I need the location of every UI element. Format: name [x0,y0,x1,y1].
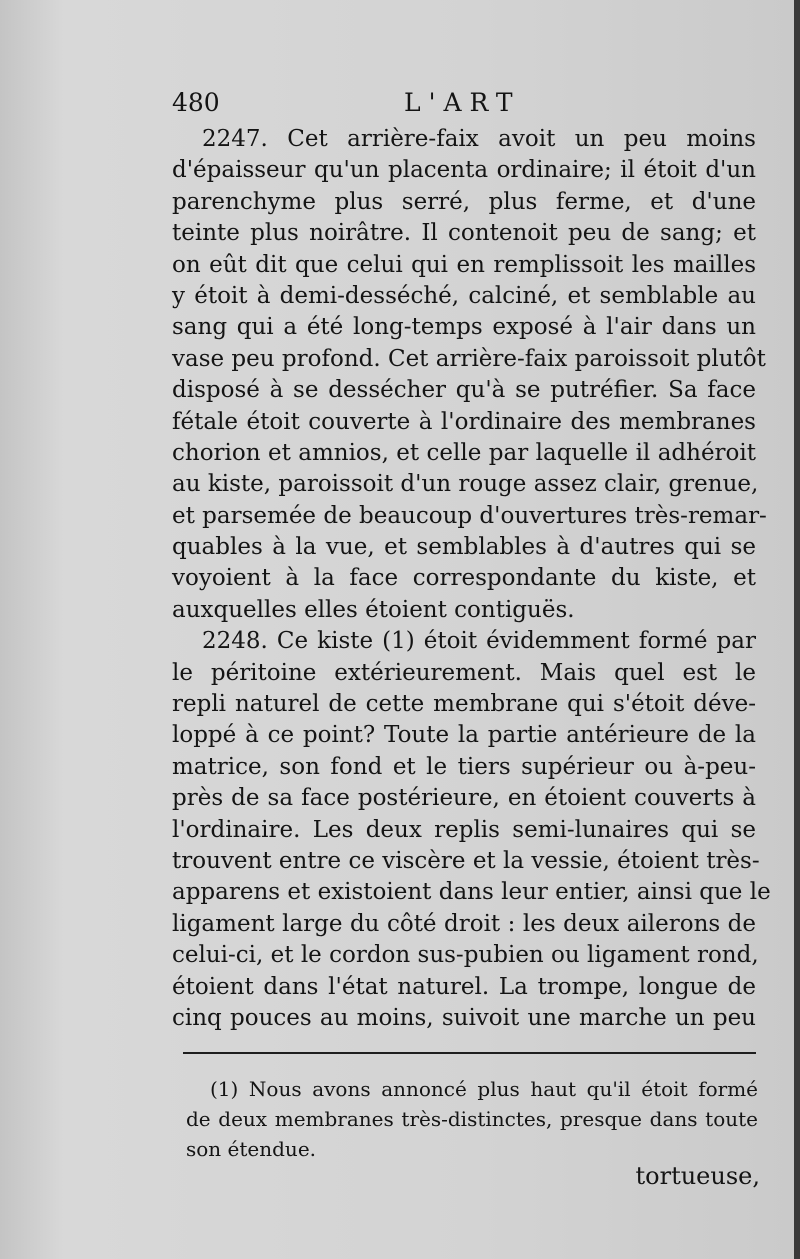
paragraph-2247-line: 2247. Cet arrière-faix avoit un peu moins [202,126,756,152]
catchword: tortueuse, [635,1162,760,1190]
body-line: apparens et existoient dans leur entier, ainsi que le [172,879,771,906]
body-line: le péritoine extérieurement. Mais quel est le [172,659,756,686]
body-line: loppé à ce point? Toute la partie antérieure de la [172,722,756,749]
body-line: sang qui a été long-temps exposé à l'air dans un [172,314,756,341]
body-line: voyoient à la face correspondante du kiste, et [172,565,756,592]
footnote-line: (1) Nous avons annoncé plus haut qu'il étoit formé [210,1077,758,1101]
body-line: et parsemée de beaucoup d'ouvertures très-remar- [172,502,767,529]
body-line: d'épaisseur qu'un placenta ordinaire; il étoit d'un [172,157,756,184]
body-line: près de sa face postérieure, en étoient couverts à [172,785,756,812]
running-title: L'ART [404,88,521,117]
page-header [172,88,712,124]
body-line: étoient dans l'état naturel. La trompe, longue de [172,973,756,1000]
body-line: on eût dit que celui qui en remplissoit les mailles [172,251,756,278]
footnote-line: de deux membranes très-distinctes, presque dans toute [186,1107,758,1131]
body-line: vase peu profond. Cet arrière-faix paroissoit plutôt [172,345,766,372]
body-line: celui-ci, et le cordon sus-pubien ou ligament rond, [172,942,759,969]
body-line: trouvent entre ce viscère et la vessie, étoient très- [172,847,760,874]
footnote-line: son étendue. [186,1137,317,1161]
body-line: cinq pouces au moins, suivoit une marche un peu [172,1004,756,1031]
footnote-separator [183,1052,756,1054]
book-gutter-edge [794,0,800,1259]
body-line: disposé à se dessécher qu'à se putréfier. Sa face [172,377,756,404]
footnotes [186,1074,758,1164]
body-line: ligament large du côté droit : les deux ailerons de [172,910,756,937]
body-line: matrice, son fond et le tiers supérieur ou à-peu- [172,753,756,780]
body-line: fétale étoit couverte à l'ordinaire des membranes [172,408,756,435]
body-line: au kiste, paroissoit d'un rouge assez clair, grenue, [172,471,759,498]
paragraph-2248-line: 2248. Ce kiste (1) étoit évidemment formé par [202,628,756,655]
body-text [172,124,771,1034]
body-line: chorion et amnios, et celle par laquelle il adhéroit [172,439,756,466]
body-line: repli naturel de cette membrane qui s'étoit déve- [172,691,756,718]
body-line: teinte plus noirâtre. Il contenoit peu de sang; et [172,220,756,247]
body-line: quables à la vue, et semblables à d'autres qui se [172,534,756,561]
page-number: 480 [172,88,220,117]
body-line: y étoit à demi-desséché, calciné, et semblable au [172,282,756,309]
body-line: l'ordinaire. Les deux replis semi-lunaires qui se [172,816,756,843]
body-line: parenchyme plus serré, plus ferme, et d'une [172,188,756,215]
body-line: auxquelles elles étoient contiguës. [172,596,575,623]
